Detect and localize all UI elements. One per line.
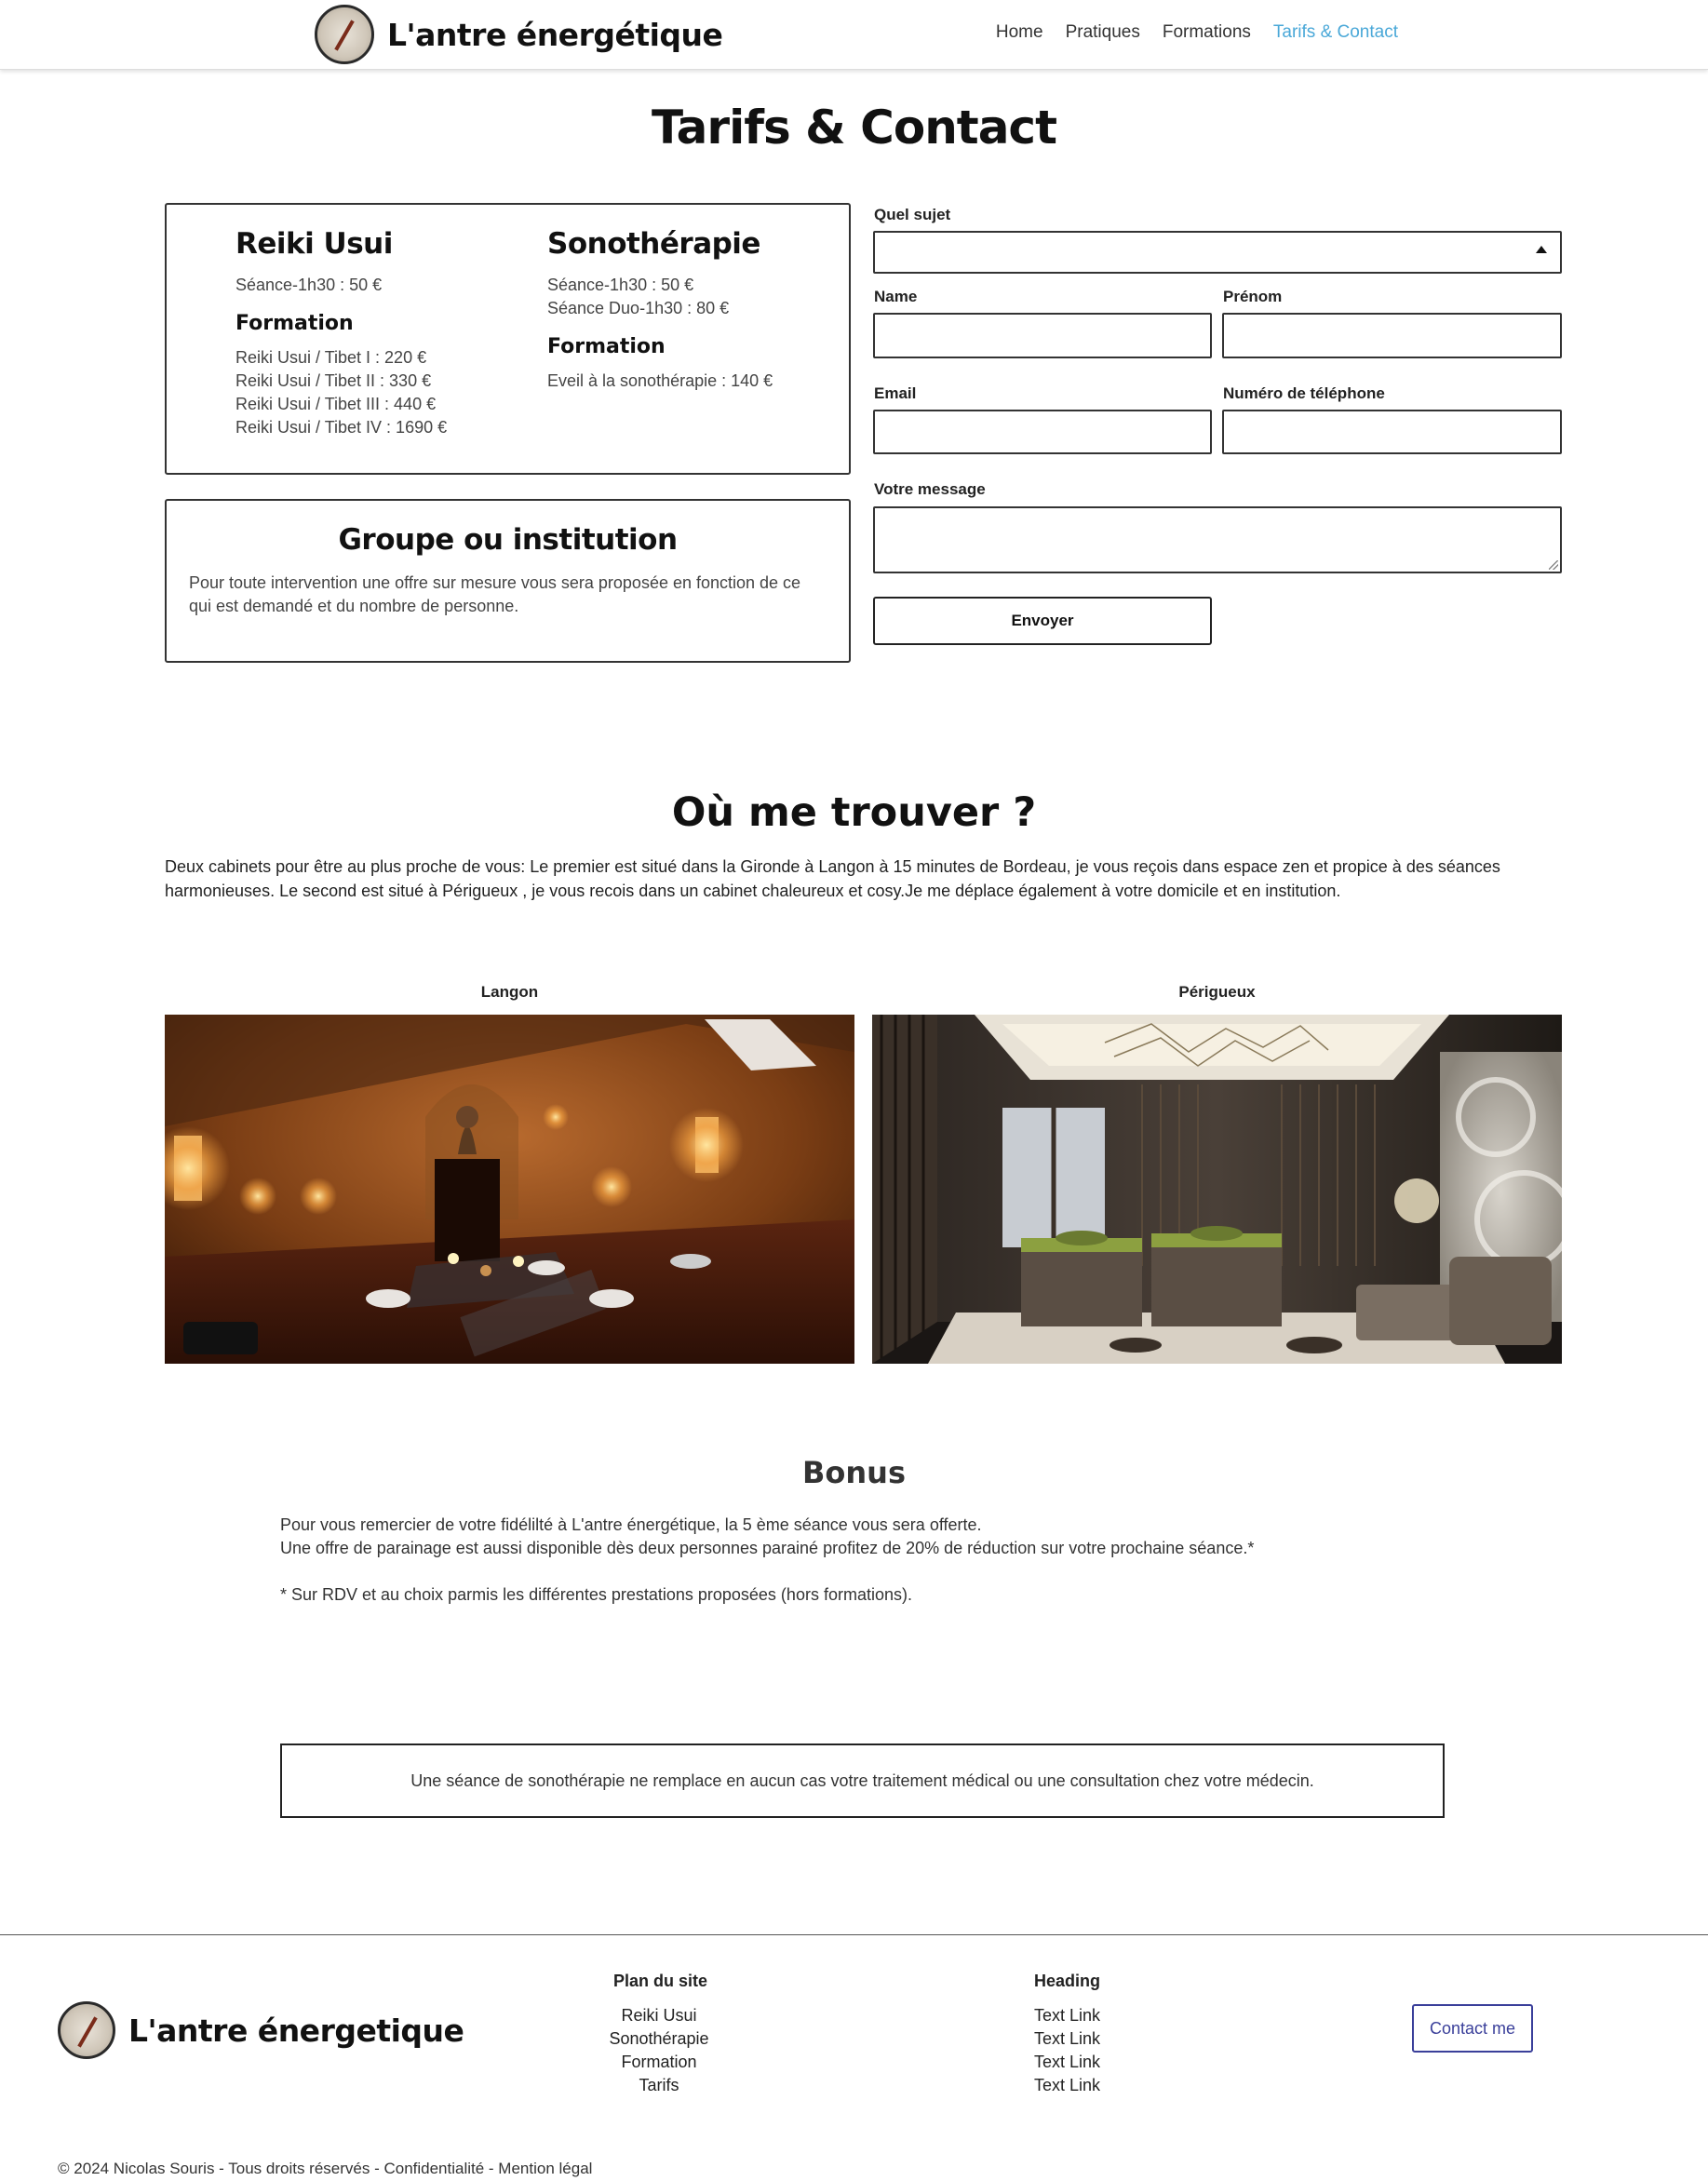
name-input[interactable] [873, 313, 1212, 358]
footer-text-link[interactable]: Text Link [1034, 2053, 1101, 2071]
main-nav [996, 22, 1398, 43]
firstname-label: Prénom [1223, 288, 1283, 305]
nav-tarifs-contact[interactable]: Tarifs & Contact [1272, 22, 1398, 42]
sono-column [547, 227, 773, 393]
reiki-formation-item: Reiki Usui / Tibet I : 220 € [235, 348, 427, 367]
medical-disclaimer: Une séance de sonothérapie ne remplace en aucun cas votre traitement médical ou une consultation chez votre médecin. [280, 1743, 1445, 1818]
langon-photo [165, 1015, 854, 1364]
langon-label: Langon [480, 983, 539, 1001]
bonus-title: Bonus [802, 1455, 906, 1490]
name-label: Name [874, 288, 918, 305]
sitemap-links [602, 2004, 716, 2097]
sono-seance-duo: Séance Duo-1h30 : 80 € [547, 299, 730, 317]
location-title: Où me trouver ? [671, 789, 1037, 836]
footer-text-link[interactable]: Text Link [1034, 2076, 1101, 2094]
footer-text-link[interactable]: Text Link [1034, 2029, 1101, 2048]
subject-select[interactable] [873, 231, 1562, 274]
footer-text-links [1034, 2004, 1100, 2097]
copyright-text: © 2024 Nicolas Souris - Tous droits réservés - Confidentialité - Mention légal [58, 2160, 593, 2177]
reiki-formation-item: Reiki Usui / Tibet III : 440 € [235, 395, 437, 413]
message-textarea[interactable] [873, 506, 1562, 573]
firstname-input[interactable] [1222, 313, 1562, 358]
nav-pratiques[interactable]: Pratiques [1065, 22, 1140, 42]
sitemap-heading: Plan du site [613, 1972, 708, 1990]
footer-heading: Heading [1034, 1972, 1101, 1990]
footer-brand[interactable] [58, 2001, 464, 2059]
bonus-note: * Sur RDV et au choix parmis les différentes prestations proposées (hors formations). [280, 1585, 912, 1604]
brand-logo[interactable] [315, 5, 722, 64]
phone-input[interactable] [1222, 410, 1562, 454]
bonus-text [280, 1514, 1444, 1607]
subject-label: Quel sujet [874, 206, 951, 223]
sono-title: Sonothérapie [547, 227, 760, 261]
footer-link-tarifs[interactable]: Tarifs [639, 2076, 679, 2094]
brand-name: L'antre énergétique [387, 16, 723, 53]
page-title: Tarifs & Contact [652, 101, 1056, 155]
email-input[interactable] [873, 410, 1212, 454]
perigueux-photo [872, 1015, 1562, 1364]
perigueux-label: Périgueux [1178, 983, 1256, 1001]
langon-room-illustration [165, 1015, 854, 1364]
perigueux-room-illustration [872, 1015, 1562, 1364]
logo-icon [58, 2001, 115, 2059]
sono-seance: Séance-1h30 : 50 € [547, 276, 694, 294]
site-header [0, 0, 1708, 70]
footer-text-link[interactable]: Text Link [1034, 2006, 1101, 2025]
groupe-title: Groupe ou institution [338, 523, 678, 557]
resize-handle-icon[interactable] [1549, 560, 1558, 570]
footer-brand-name: L'antre énergetique [128, 2012, 464, 2049]
sono-formation-title: Formation [547, 335, 666, 358]
reiki-formation-title: Formation [235, 312, 354, 335]
email-label: Email [874, 384, 917, 402]
caret-up-icon [1536, 246, 1547, 253]
sono-formation-item: Eveil à la sonothérapie : 140 € [547, 371, 773, 390]
logo-icon [315, 5, 374, 64]
phone-label: Numéro de téléphone [1223, 384, 1385, 402]
reiki-column [235, 227, 447, 439]
groupe-text: Pour toute intervention une offre sur mesure vous sera proposée en fonction de ce qui est demandé et du nombre de personne. [189, 573, 801, 615]
send-button[interactable]: Envoyer [873, 597, 1212, 645]
groupe-card [165, 499, 851, 663]
bonus-line-2: Une offre de parainage est aussi disponible dès deux personnes parainé profitez de 20% de réduction sur votre prochaine séance.* [280, 1539, 1255, 1557]
pricing-card [165, 203, 851, 475]
bonus-line-1: Pour vous remercier de votre fidélilté à L'antre énergétique, la 5 ème séance vous sera offerte. [280, 1515, 982, 1534]
reiki-seance: Séance-1h30 : 50 € [235, 276, 383, 294]
footer-link-formation[interactable]: Formation [621, 2053, 697, 2071]
contact-me-button[interactable]: Contact me [1412, 2004, 1533, 2053]
nav-formations[interactable]: Formations [1162, 22, 1251, 42]
footer-divider [0, 1934, 1708, 1935]
reiki-formation-item: Reiki Usui / Tibet IV : 1690 € [235, 418, 448, 437]
reiki-formation-item: Reiki Usui / Tibet II : 330 € [235, 371, 432, 390]
location-text: Deux cabinets pour être au plus proche de vous: Le premier est situé dans la Gironde à Langon à 15 minutes de Bordeau, je vous reçois dans espace zen et propice à des séances harmonieuses. Le second est situé à Périgueux , je vous recois dans un cabinet chaleureux et cosy.Je me déplace également à votre domicile et en institution. [165, 857, 1500, 900]
footer-link-sono[interactable]: Sonothérapie [609, 2029, 709, 2048]
message-label: Votre message [874, 480, 986, 498]
reiki-title: Reiki Usui [235, 227, 393, 261]
nav-home[interactable]: Home [995, 22, 1043, 42]
footer-link-reiki[interactable]: Reiki Usui [621, 2006, 697, 2025]
